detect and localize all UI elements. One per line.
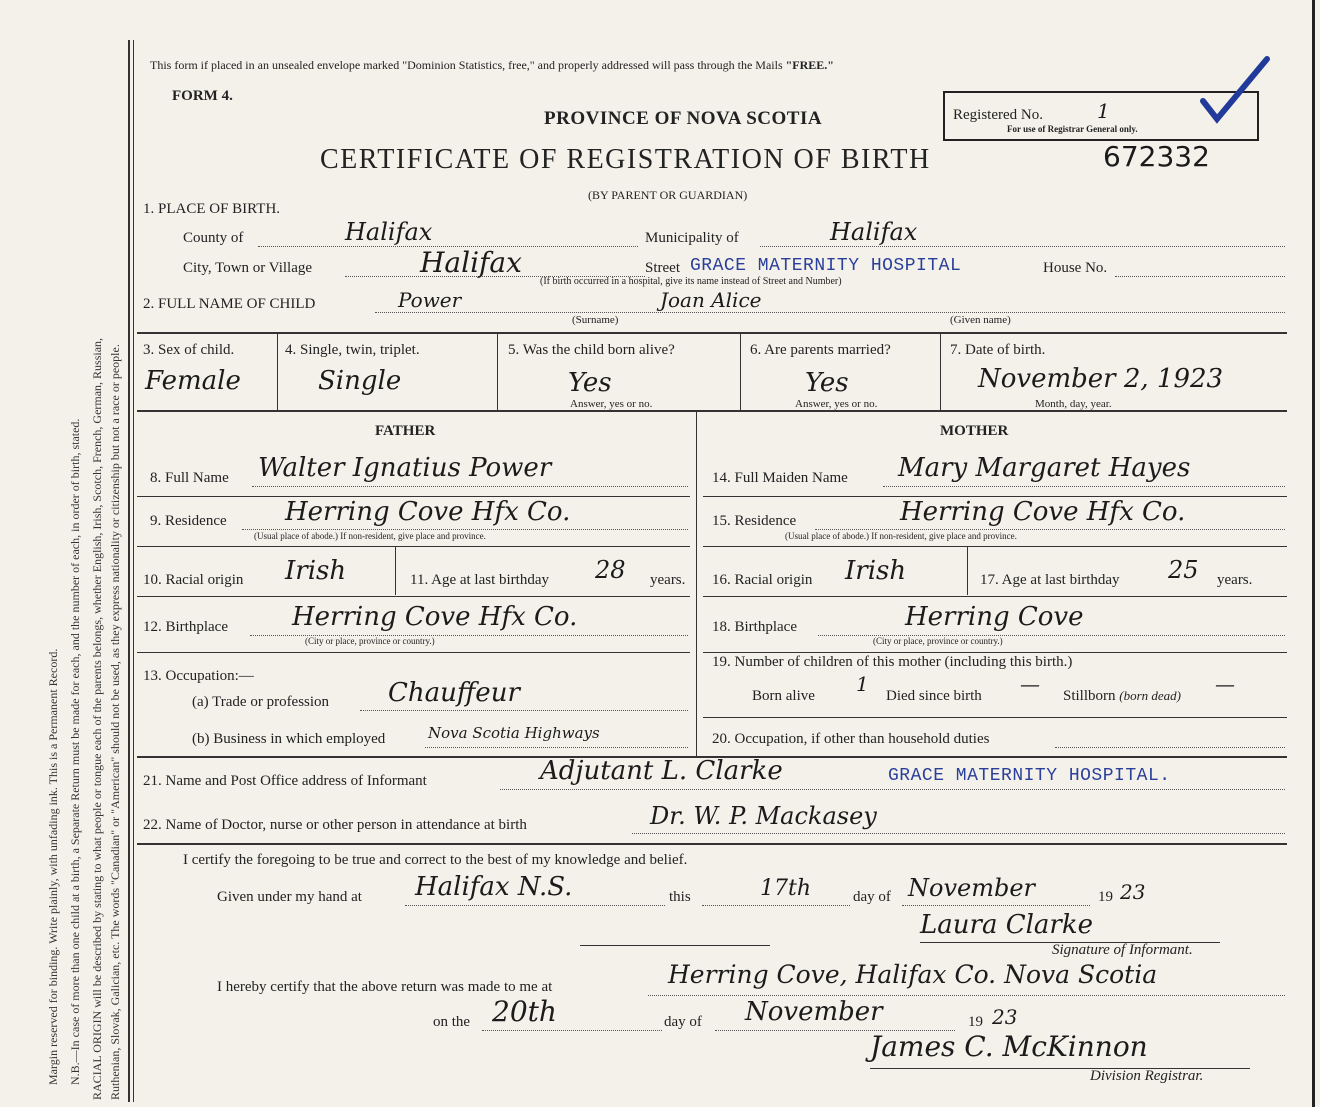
dob-note: Month, day, year. (1035, 398, 1112, 410)
city-label: City, Town or Village (183, 260, 313, 276)
father-trade-rule (360, 710, 688, 711)
house-label: House No. (1043, 260, 1108, 276)
father-occ-label: 13. Occupation:— (143, 668, 254, 684)
certificate-title: CERTIFICATE OF REGISTRATION OF BIRTH (320, 144, 931, 175)
house-rule (1115, 276, 1285, 277)
died-value: — (1020, 672, 1040, 696)
registrar-day-rule (482, 1030, 662, 1031)
father-age: 28 (595, 556, 626, 584)
married-label: 6. Are parents married? (750, 342, 891, 358)
province-title: PROVINCE OF NOVA SCOTIA (544, 108, 823, 129)
rule-row3-div2 (497, 334, 498, 410)
municipality-label: Municipality of (645, 230, 739, 246)
mother-race-label: 16. Racial origin (712, 572, 813, 588)
doctor-name: Dr. W. P. Mackasey (650, 802, 877, 830)
mother-bp-note: (City or place, province or country.) (873, 636, 1003, 646)
mother-res-rule (815, 529, 1285, 530)
informant-signature: Laura Clarke (920, 910, 1093, 940)
place-of-birth-label: 1. PLACE OF BIRTH. (143, 201, 281, 217)
given-month-rule (902, 905, 1090, 906)
rule-mother-19 (703, 717, 1287, 718)
stillborn-label (1063, 688, 1181, 705)
registrar-statement: I hereby certify that the above return was made to me at (217, 979, 553, 995)
street-note: (If birth occurred in a hospital, give its name instead of Street and Number) (540, 276, 842, 287)
child-name-label: 2. FULL NAME OF CHILD (143, 296, 316, 312)
rule-row3-div1 (277, 334, 278, 410)
given-day: 17th (760, 876, 812, 901)
margin-rule-inner (133, 40, 134, 1102)
registrar-label: Division Registrar. (1090, 1068, 1204, 1084)
father-name: Walter Ignatius Power (258, 453, 552, 483)
registered-value: 1 (1097, 99, 1110, 123)
certificate-subtitle: (BY PARENT OR GUARDIAN) (588, 188, 748, 202)
father-biz: Nova Scotia Highways (428, 724, 600, 742)
given-year: 23 (1120, 880, 1146, 904)
sex-label: 3. Sex of child. (143, 342, 235, 358)
rule-mother-16-div (967, 547, 968, 595)
born-alive-label: Born alive (752, 688, 815, 704)
street-value: GRACE MATERNITY HOSPITAL (690, 256, 962, 276)
registrar-day: 20th (492, 995, 557, 1028)
father-res-rule (242, 529, 688, 530)
alive-label: 5. Was the child born alive? (508, 342, 675, 358)
mother-res: Herring Cove Hfx Co. (900, 497, 1186, 527)
rule-mother-17 (703, 596, 1287, 597)
rule-mother-15 (703, 546, 1287, 547)
surname-note: (Surname) (572, 314, 619, 326)
father-name-rule (252, 486, 688, 487)
rule-father-9 (137, 546, 690, 547)
mother-age: 25 (1168, 556, 1199, 584)
form-number: FORM 4. (172, 88, 233, 104)
single-value: Single (318, 366, 402, 396)
mother-race: Irish (845, 556, 907, 586)
given-place: Halifax N.S. (415, 872, 573, 902)
registrar-year-prefix: 19 (968, 1014, 983, 1030)
father-bp-label: 12. Birthplace (143, 619, 228, 635)
child-name-rule (375, 312, 1285, 313)
county-value: Halifax (345, 218, 433, 246)
stamp-number: 672332 (1103, 140, 1210, 173)
father-race: Irish (285, 556, 347, 586)
doctor-rule (632, 833, 1285, 834)
registrar-place: Herring Cove, Halifax Co. Nova Scotia (668, 960, 1158, 989)
stillborn-label-text: Stillborn (1063, 688, 1116, 704)
father-biz-label: (b) Business in which employed (192, 731, 386, 747)
city-value: Halifax (420, 246, 522, 279)
municipality-value: Halifax (830, 218, 918, 246)
mail-notice-text: This form if placed in an unsealed envelope marked "Dominion Statistics, free," and properly addressed will pass through the Mails (150, 58, 783, 72)
given-note: (Given name) (950, 314, 1011, 326)
father-bp-note: (City or place, province or country.) (305, 636, 435, 646)
father-years: years. (650, 572, 686, 588)
registrar-signature: James C. McKinnon (870, 1030, 1148, 1063)
rule-center-divider (696, 412, 697, 758)
mother-occ-label: 20. Occupation, if other than household duties (712, 731, 990, 747)
registered-label: Registered No. (953, 107, 1043, 123)
mail-notice (150, 58, 834, 73)
mother-name: Mary Margaret Hayes (898, 453, 1191, 483)
stillborn-note: (born dead) (1119, 688, 1182, 703)
mother-name-rule (883, 486, 1285, 487)
mother-age-label: 17. Age at last birthday (980, 572, 1120, 588)
father-biz-rule (425, 747, 688, 748)
given-year-prefix: 19 (1098, 889, 1113, 905)
mail-notice-free: "FREE." (785, 58, 834, 72)
married-value: Yes (805, 368, 849, 398)
rule-row3-div4 (940, 334, 941, 410)
father-name-label: 8. Full Name (150, 470, 229, 486)
registrar-place-rule (648, 995, 1285, 996)
given-month: November (908, 874, 1036, 902)
father-trade-label: (a) Trade or profession (192, 694, 330, 710)
street-label: Street (645, 260, 680, 276)
informant-rule (500, 789, 1285, 790)
margin-note-1: Margin reserved for binding. Write plainly, with unfading ink. This is a Permanent Record. (46, 648, 60, 1085)
registered-note: For use of Registrar General only. (1007, 124, 1138, 134)
municipality-rule (760, 246, 1285, 247)
rule-bottom-row3 (137, 410, 1287, 412)
rule-row3-div3 (740, 334, 741, 410)
mother-bp: Herring Cove (905, 602, 1084, 632)
right-edge (1312, 0, 1315, 1107)
father-bp: Herring Cove Hfx Co. (292, 602, 578, 632)
mother-res-note: (Usual place of abode.) If non-resident, give place and province. (785, 531, 1017, 541)
father-race-label: 10. Racial origin (143, 572, 244, 588)
doctor-label: 22. Name of Doctor, nurse or other person in attendance at birth (143, 817, 527, 833)
given-place-rule (405, 905, 665, 906)
registrar-year: 23 (992, 1005, 1018, 1029)
married-note: Answer, yes or no. (795, 398, 878, 410)
check-mark-icon (1195, 51, 1275, 131)
informant-label: 21. Name and Post Office address of Informant (143, 773, 427, 789)
given-under-label: Given under my hand at (217, 889, 362, 905)
mother-years: years. (1217, 572, 1253, 588)
registrar-month: November (745, 997, 883, 1027)
given-day-rule (702, 905, 850, 906)
father-res-note: (Usual place of abode.) If non-resident, give place and province. (254, 531, 486, 541)
born-alive-value: 1 (856, 672, 869, 696)
father-trade: Chauffeur (388, 678, 520, 708)
this-label: this (669, 889, 691, 905)
margin-note-4: Ruthenian, Slovak, Galician, etc. The words "Canadian" or "American" should not be used, as they express nationality or citizenship but not a race or people. (108, 344, 122, 1100)
rule-father-10-div (395, 547, 396, 595)
stillborn-value: — (1215, 672, 1235, 696)
registrar-on-label: on the (433, 1014, 471, 1030)
single-label: 4. Single, twin, triplet. (285, 342, 420, 358)
margin-note-2: N.B.—In case of more than one child at a birth, a Separate Return must be made for each, and the number of each, in order of birth, stated. (68, 418, 82, 1085)
sex-value: Female (145, 366, 241, 396)
registrar-dayof-label: day of (664, 1014, 702, 1030)
mother-heading: MOTHER (940, 423, 1009, 439)
informant-address: GRACE MATERNITY HOSPITAL. (888, 766, 1171, 786)
rule-father-12 (137, 652, 690, 653)
died-label: Died since birth (886, 688, 982, 704)
father-age-label: 11. Age at last birthday (410, 572, 549, 588)
rule-before-cert (137, 843, 1287, 845)
father-res: Herring Cove Hfx Co. (285, 497, 571, 527)
father-res-label: 9. Residence (150, 513, 227, 529)
certify-statement: I certify the foregoing to be true and correct to the best of my knowledge and belief. (183, 852, 688, 868)
margin-note-3: RACIAL ORIGIN will be described by stating to what people or tongue each of the parents belongs, whether English, Irish, Scotch, French, German, Russian, (90, 337, 104, 1100)
margin-rule (128, 40, 130, 1102)
county-label: County of (183, 230, 244, 246)
rule-mother-18 (703, 652, 1287, 653)
child-surname: Power (398, 288, 462, 312)
father-heading: FATHER (375, 423, 436, 439)
given-dayof-label: day of (853, 889, 891, 905)
signature-label: Signature of Informant. (1052, 942, 1193, 958)
mother-res-label: 15. Residence (712, 513, 797, 529)
rule-mid-cert (580, 945, 770, 946)
alive-note: Answer, yes or no. (570, 398, 653, 410)
dob-value: November 2, 1923 (978, 364, 1224, 394)
rule-father-11 (137, 596, 690, 597)
informant-name: Adjutant L. Clarke (540, 756, 783, 786)
registered-box (943, 91, 1259, 141)
mother-name-label: 14. Full Maiden Name (712, 470, 848, 486)
mother-bp-label: 18. Birthplace (712, 619, 797, 635)
mother-children-label: 19. Number of children of this mother (including this birth.) (712, 654, 1073, 670)
dob-label: 7. Date of birth. (950, 342, 1046, 358)
rule-top-row3 (137, 332, 1287, 334)
mother-occ-rule (1055, 747, 1285, 748)
alive-value: Yes (568, 368, 612, 398)
child-given-name: Joan Alice (660, 288, 762, 312)
